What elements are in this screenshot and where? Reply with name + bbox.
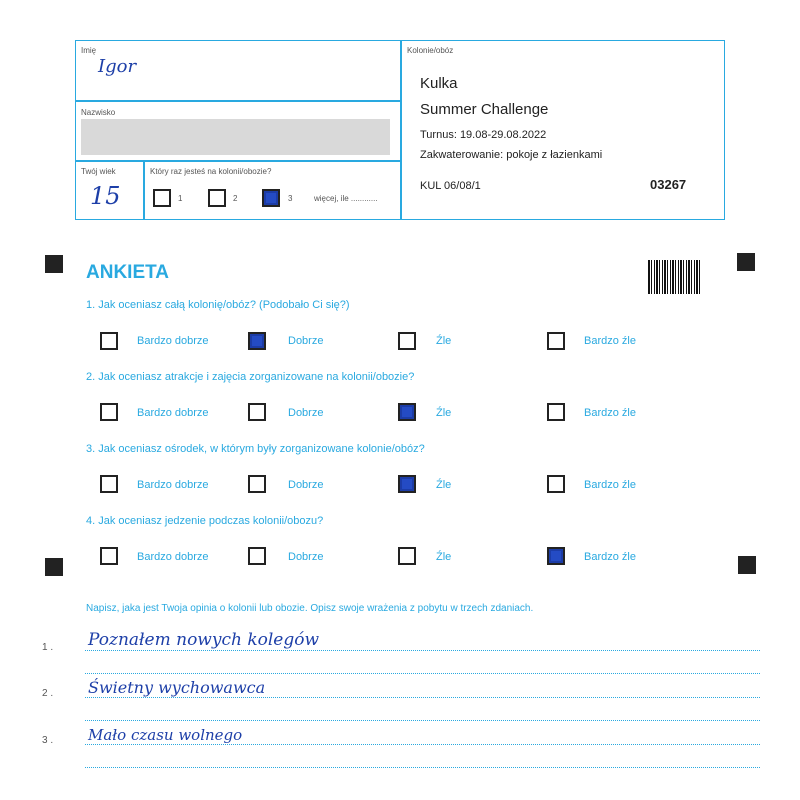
q4-option-label: Dobrze: [288, 551, 324, 563]
q1-checkbox-bardzo-dobrze[interactable]: [100, 332, 118, 350]
question-1: 1. Jak oceniasz całą kolonię/obóz? (Podobało Ci się?): [86, 299, 350, 311]
q4-checkbox-zle[interactable]: [398, 547, 416, 565]
q4-checkbox-bardzo-dobrze[interactable]: [100, 547, 118, 565]
q2-option-label: Dobrze: [288, 407, 324, 419]
opinion-dotted-line: [85, 767, 760, 768]
q3-checkbox-zle[interactable]: [398, 475, 416, 493]
q4-checkbox-bardzo-zle[interactable]: [547, 547, 565, 565]
q3-checkbox-bardzo-dobrze[interactable]: [100, 475, 118, 493]
q1-option-label: Dobrze: [288, 335, 324, 347]
zakwaterowanie-text: Zakwaterowanie: pokoje z łazienkami: [420, 149, 603, 161]
kolonie-label: Kolonie/obóz: [407, 46, 454, 55]
q1-checkbox-bardzo-zle[interactable]: [547, 332, 565, 350]
opinion-line-2[interactable]: Świetny wychowawca: [88, 678, 266, 697]
q1-option-label: Źle: [436, 335, 452, 347]
q4-option-label: Bardzo źle: [584, 551, 636, 563]
header-divider-2: [75, 160, 400, 162]
opinion-line-1[interactable]: Poznałem nowych kolegów: [88, 630, 320, 650]
camp-name-line1: Kulka: [420, 75, 458, 92]
q4-option-label: Bardzo dobrze: [137, 551, 209, 563]
registration-marker-tr: [737, 253, 755, 271]
imie-value[interactable]: Igor: [98, 56, 137, 77]
q3-option-label: Dobrze: [288, 479, 324, 491]
ktory-raz-checkbox-1[interactable]: [153, 189, 171, 207]
q3-option-label: Źle: [436, 479, 452, 491]
q1-option-label: Bardzo źle: [584, 335, 636, 347]
registration-marker-br: [738, 556, 756, 574]
opinion-line-number: 3 .: [42, 735, 54, 746]
ktory-raz-option-1: 1: [178, 194, 183, 203]
opinion-dotted-line: [85, 673, 760, 674]
opinion-dotted-line: [85, 744, 760, 745]
opinion-prompt: Napisz, jaka jest Twoja opinia o kolonii lub obozie. Opisz swoje wrażenia z pobytu w trzech zdaniach.: [86, 603, 534, 614]
question-3: 3. Jak oceniasz ośrodek, w którym były zorganizowane kolonie/obóz?: [86, 443, 425, 455]
q2-option-label: Bardzo źle: [584, 407, 636, 419]
opinion-line-number: 1 .: [42, 642, 54, 653]
question-4: 4. Jak oceniasz jedzenie podczas kolonii/obozu?: [86, 515, 324, 527]
q2-checkbox-dobrze[interactable]: [248, 403, 266, 421]
q1-option-label: Bardzo dobrze: [137, 335, 209, 347]
registration-marker-bl: [45, 558, 63, 576]
barcode-icon: [648, 260, 700, 294]
opinion-dotted-line: [85, 720, 760, 721]
q2-checkbox-bardzo-zle[interactable]: [547, 403, 565, 421]
header-divider-vertical: [400, 40, 402, 220]
nazwisko-redacted: [81, 119, 390, 155]
question-2: 2. Jak oceniasz atrakcje i zajęcia zorganizowane na kolonii/obozie?: [86, 371, 415, 383]
header-divider-3: [143, 160, 145, 220]
code-text: KUL 06/08/1: [420, 180, 481, 192]
registration-marker-tl: [45, 255, 63, 273]
q2-option-label: Źle: [436, 407, 452, 419]
ktory-raz-option-2: 2: [233, 194, 238, 203]
q1-checkbox-dobrze[interactable]: [248, 332, 266, 350]
form-number: 03267: [650, 177, 687, 192]
camp-name-line2: Summer Challenge: [420, 101, 549, 118]
q3-option-label: Bardzo źle: [584, 479, 636, 491]
ktory-raz-option-3: 3: [288, 194, 293, 203]
header-divider-1: [75, 100, 400, 102]
wiek-label: Twój wiek: [81, 167, 116, 176]
ktory-raz-checkbox-3[interactable]: [262, 189, 280, 207]
wiecej-label: więcej, ile ............: [314, 194, 378, 203]
q3-checkbox-dobrze[interactable]: [248, 475, 266, 493]
q2-checkbox-zle[interactable]: [398, 403, 416, 421]
q3-option-label: Bardzo dobrze: [137, 479, 209, 491]
q1-checkbox-zle[interactable]: [398, 332, 416, 350]
imie-label: Imię: [81, 46, 97, 55]
opinion-dotted-line: [85, 697, 760, 698]
ktory-raz-label: Który raz jesteś na kolonii/obozie?: [150, 167, 272, 176]
opinion-dotted-line: [85, 650, 760, 651]
q2-checkbox-bardzo-dobrze[interactable]: [100, 403, 118, 421]
q3-checkbox-bardzo-zle[interactable]: [547, 475, 565, 493]
q4-option-label: Źle: [436, 551, 452, 563]
wiek-value[interactable]: 15: [90, 182, 121, 210]
opinion-line-3[interactable]: Mało czasu wolnego: [88, 726, 243, 744]
survey-title: ANKIETA: [86, 262, 170, 283]
nazwisko-label: Nazwisko: [81, 108, 116, 117]
q4-checkbox-dobrze[interactable]: [248, 547, 266, 565]
q2-option-label: Bardzo dobrze: [137, 407, 209, 419]
ktory-raz-checkbox-2[interactable]: [208, 189, 226, 207]
turnus-text: Turnus: 19.08-29.08.2022: [420, 129, 547, 141]
opinion-line-number: 2 .: [42, 688, 54, 699]
